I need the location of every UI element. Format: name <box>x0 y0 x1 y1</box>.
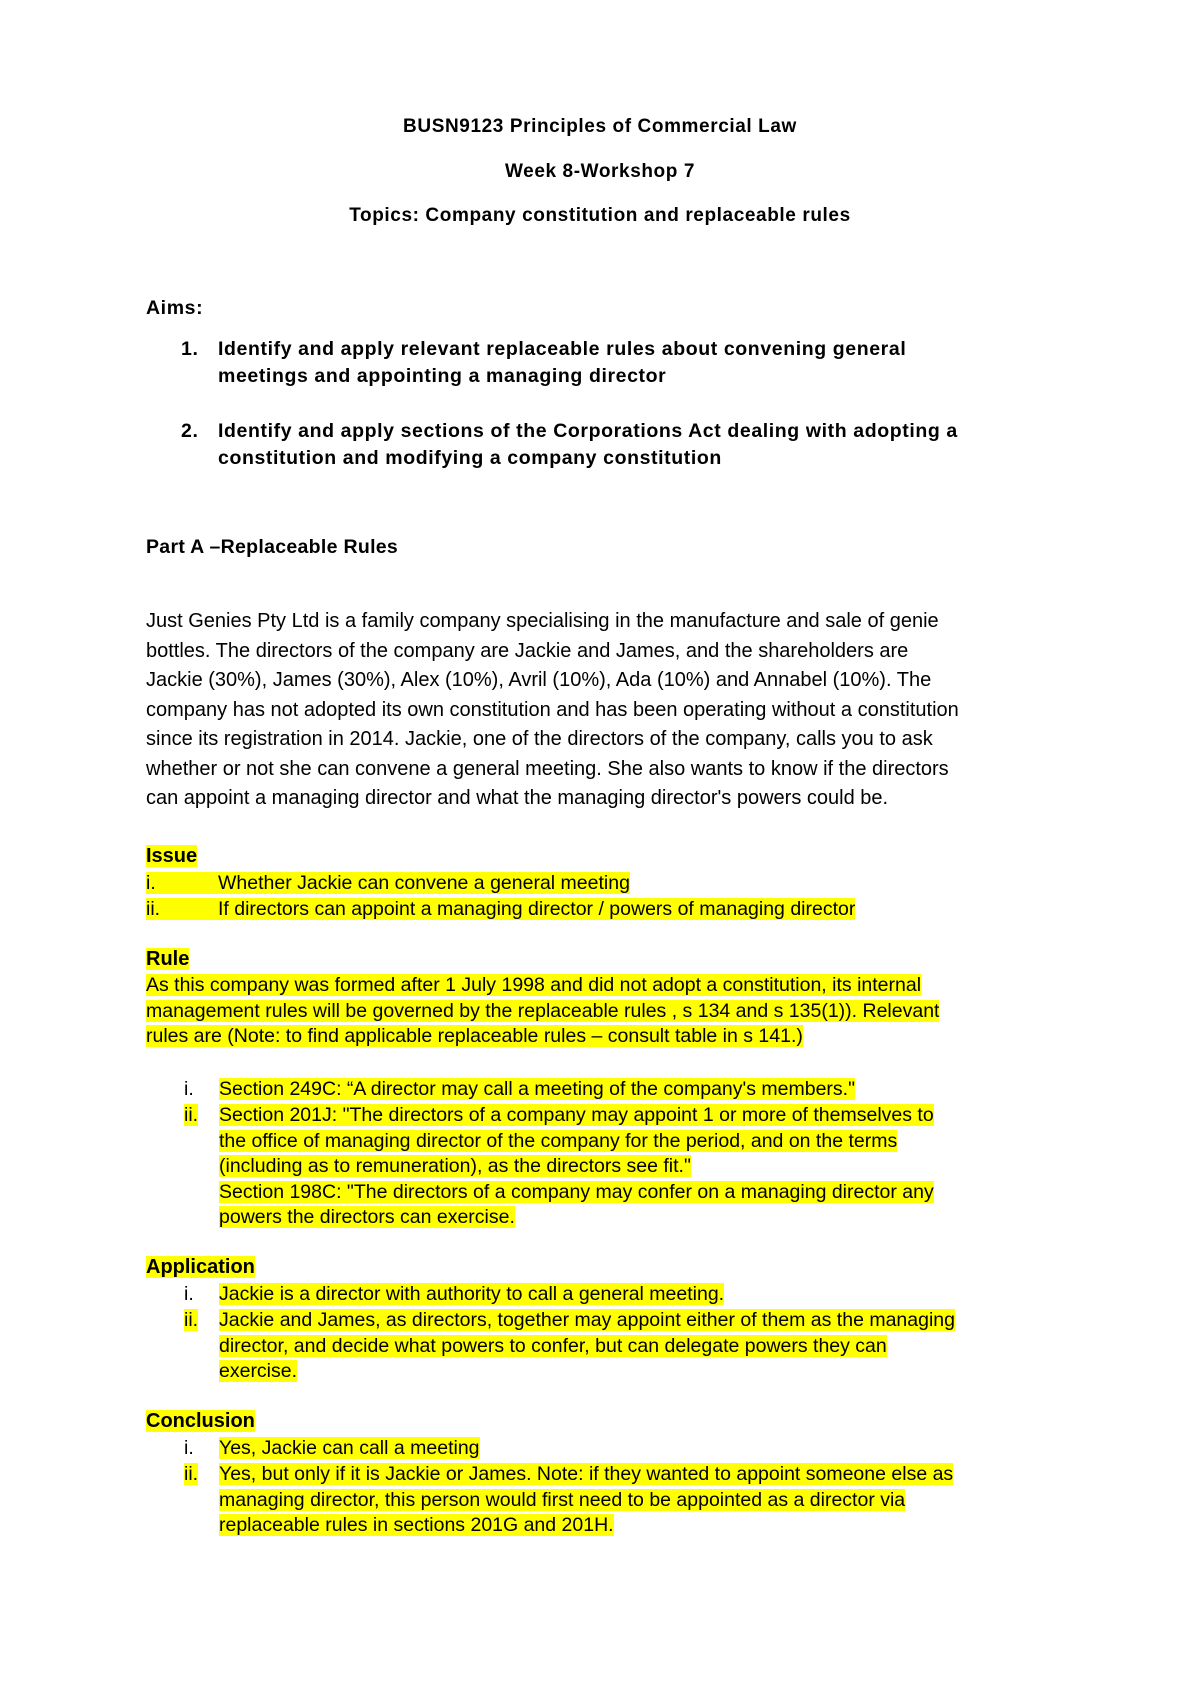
conclusion-item-2-number-text: ii. <box>184 1463 199 1485</box>
issue-item-1-content: Whether Jackie can convene a general meeting <box>218 872 630 894</box>
scenario-line: bottles. The directors of the company are Jackie and James, and the shareholders are <box>146 639 909 662</box>
course-title: BUSN9123 Principles of Commercial Law <box>403 116 797 137</box>
issue-item-1-number: i. <box>146 872 156 894</box>
application-item-1 <box>219 1282 724 1308</box>
conclusion-item-line: managing director, this person would first need to be appointed as a director via <box>219 1488 906 1511</box>
rule-paragraph <box>146 973 939 1050</box>
rule-item-line: (including as to remuneration), as the directors see fit." <box>219 1155 691 1178</box>
rule-item-line: Section 201J: "The directors of a company may appoint 1 or more of themselves to <box>219 1104 934 1126</box>
scenario-line: Jackie (30%), James (30%), Alex (10%), Avril (10%), Ada (10%) and Annabel (10%). The <box>146 669 932 691</box>
issue-heading <box>146 845 197 868</box>
application-item-1-number: i. <box>184 1283 194 1305</box>
topics-title: Topics: Company constitution and replaceable rules <box>349 205 851 226</box>
application-item-line: Jackie is a director with authority to call a general meeting. <box>219 1283 725 1305</box>
application-item-line: director, and decide what powers to confer, but can delegate powers they can <box>219 1334 887 1357</box>
conclusion-item-line: replaceable rules in sections 201G and 201H. <box>219 1514 614 1537</box>
issue-item-1-text <box>146 872 630 894</box>
scenario-paragraph <box>146 607 959 814</box>
rule-item-line: Section 198C: "The directors of a company may confer on a managing director any <box>219 1180 934 1203</box>
rule-line: management rules will be governed by the replaceable rules , s 134 and s 135(1)). Relevant <box>146 999 940 1022</box>
application-label: Application <box>146 1256 255 1278</box>
application-heading <box>146 1256 255 1279</box>
rule-line: rules are (Note: to find applicable replaceable rules – consult table in s 141.) <box>146 1025 803 1048</box>
week-title: Week 8-Workshop 7 <box>504 161 696 182</box>
scenario-line: can appoint a managing director and what the managing director's powers could be. <box>146 787 889 809</box>
rule-item-line: Section 249C: “A director may call a meeting of the company's members." <box>219 1078 856 1100</box>
conclusion-heading <box>146 1410 255 1433</box>
aims-heading: Aims: <box>146 297 204 319</box>
rule-item-2 <box>219 1103 934 1231</box>
rule-item-line: powers the directors can exercise. <box>219 1206 515 1229</box>
rule-item-1 <box>219 1077 855 1103</box>
issue-item-2-content: If directors can appoint a managing director / powers of managing director <box>218 898 856 920</box>
conclusion-item-2-number <box>184 1462 198 1488</box>
scenario-line: whether or not she can convene a general meeting. She also wants to know if the directors <box>146 757 949 780</box>
conclusion-label: Conclusion <box>146 1410 255 1432</box>
application-item-line: Jackie and James, as directors, together may appoint either of them as the managing <box>219 1309 955 1331</box>
issue-item-1 <box>146 871 630 897</box>
rule-item-1-number: i. <box>184 1078 194 1100</box>
issue-item-2 <box>146 897 855 923</box>
scenario-line: company has not adopted its own constitution and has been operating without a constitution <box>146 698 959 721</box>
application-item-2-number <box>184 1308 198 1334</box>
aim-2-line-1: Identify and apply sections of the Corporations Act dealing with adopting a <box>218 420 958 442</box>
conclusion-item-2 <box>219 1462 953 1539</box>
issue-item-2-text <box>146 898 855 920</box>
part-a-heading: Part A –Replaceable Rules <box>146 536 399 558</box>
aim-1-line-2: meetings and appointing a managing director <box>218 365 667 387</box>
aim-2-number: 2. <box>181 420 199 442</box>
rule-item-line: the office of managing director of the company for the period, and on the terms <box>219 1129 898 1152</box>
rule-line: As this company was formed after 1 July 1998 and did not adopt a constitution, its internal <box>146 974 922 996</box>
application-item-2-number-text: ii. <box>184 1309 199 1331</box>
issue-label: Issue <box>146 845 198 867</box>
aim-1-line-1: Identify and apply relevant replaceable rules about convening general <box>218 338 907 360</box>
rule-item-2-number-text: ii. <box>184 1104 199 1126</box>
application-item-line: exercise. <box>219 1360 298 1383</box>
rule-heading <box>146 948 189 971</box>
rule-label: Rule <box>146 948 190 970</box>
aim-1-number: 1. <box>181 338 199 360</box>
conclusion-item-1-number: i. <box>184 1437 194 1459</box>
application-item-2 <box>219 1308 955 1385</box>
conclusion-item-line: Yes, but only if it is Jackie or James. Note: if they wanted to appoint someone else as <box>219 1463 954 1485</box>
issue-item-2-number: ii. <box>146 898 161 920</box>
conclusion-item-1 <box>219 1436 480 1462</box>
scenario-line: since its registration in 2014. Jackie, one of the directors of the company, calls you to ask <box>146 728 933 750</box>
aim-2-line-2: constitution and modifying a company constitution <box>218 447 722 469</box>
scenario-line: Just Genies Pty Ltd is a family company specialising in the manufacture and sale of genie <box>146 610 939 632</box>
conclusion-item-line: Yes, Jackie can call a meeting <box>219 1437 480 1459</box>
rule-item-2-number <box>184 1103 198 1129</box>
